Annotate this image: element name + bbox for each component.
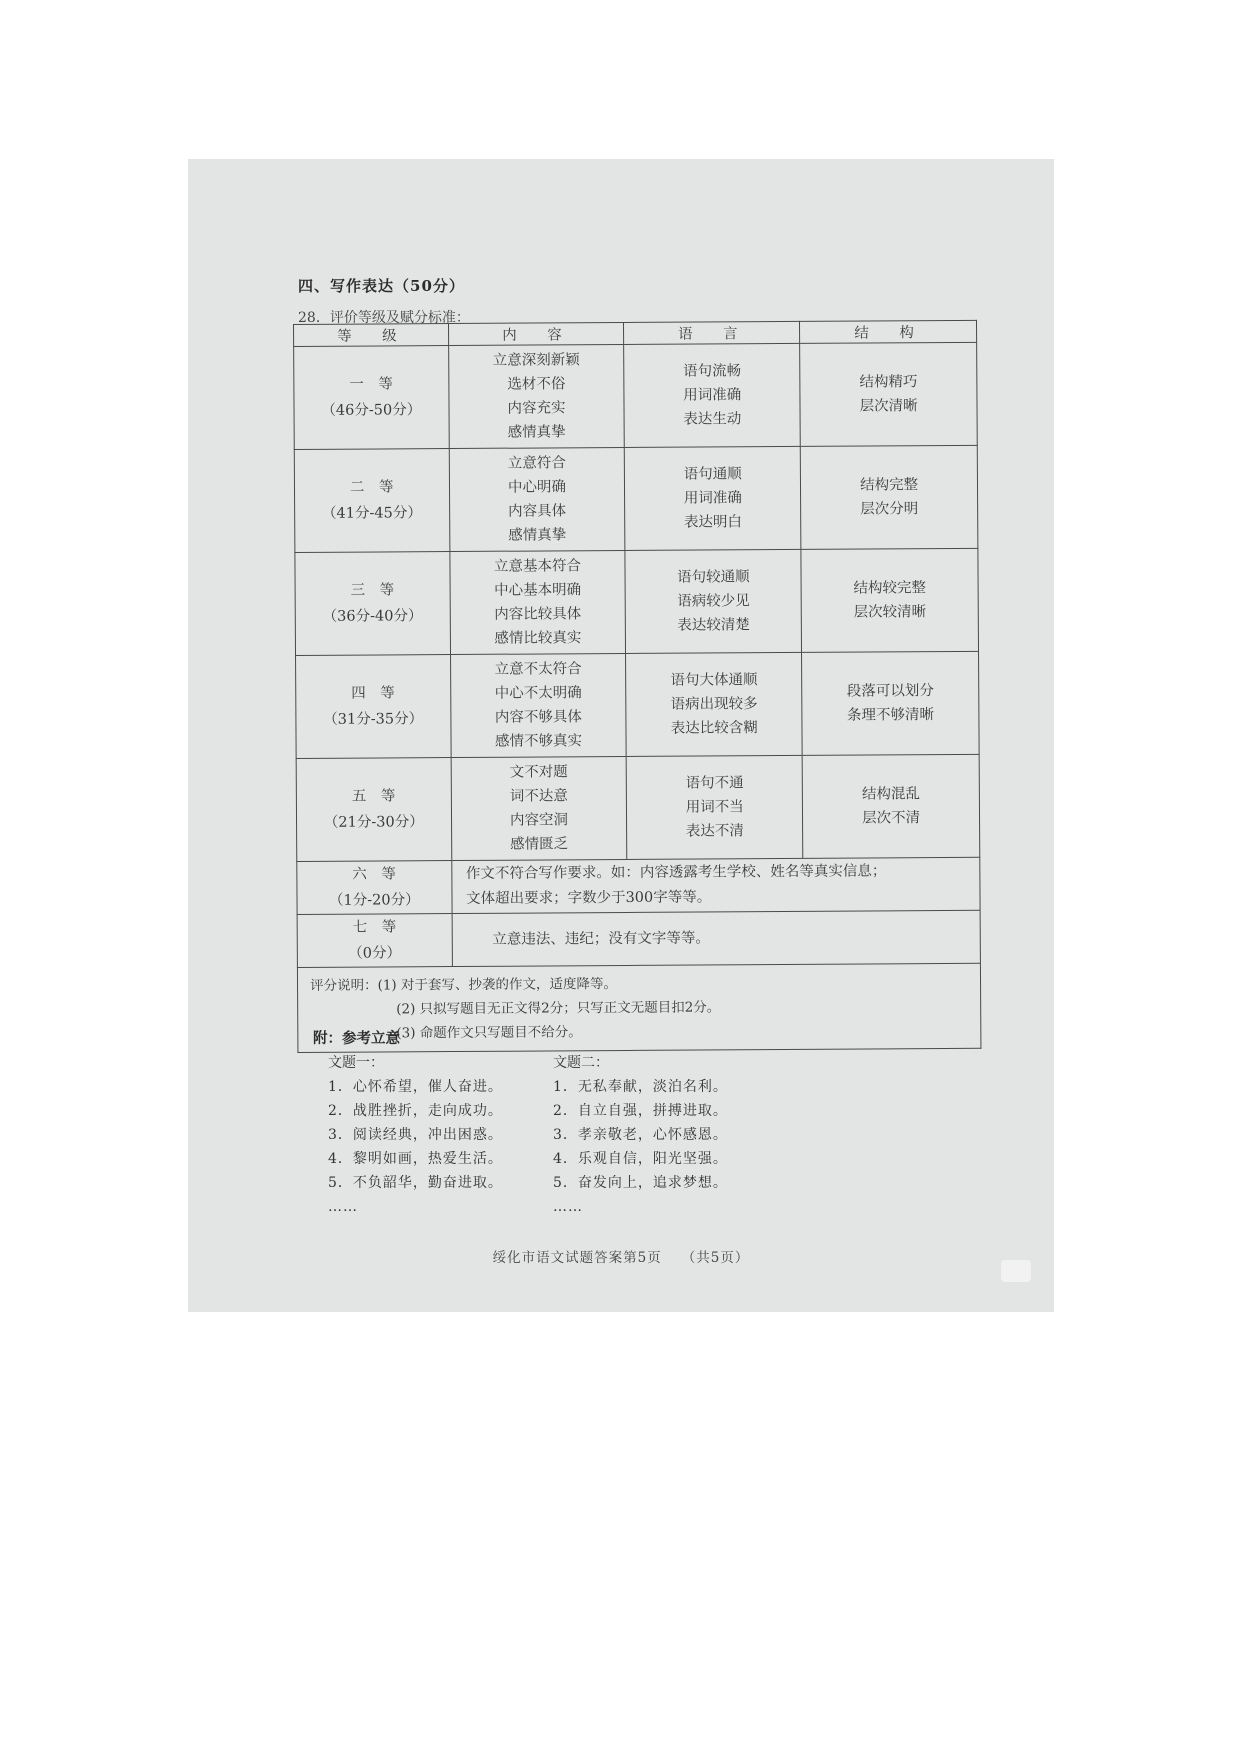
language-line: 语病出现较多 bbox=[670, 696, 758, 713]
list-item: …… bbox=[328, 1199, 358, 1215]
structure-line: 结构混乱 bbox=[861, 786, 921, 803]
content-line: 词不达意 bbox=[509, 788, 568, 805]
content-cell bbox=[448, 344, 624, 448]
content-line: 立意不太符合 bbox=[494, 661, 582, 678]
question-label: 28．评价等级及赋分标准： bbox=[298, 310, 470, 326]
content-cell bbox=[449, 550, 625, 654]
language-line: 语句通顺 bbox=[683, 466, 742, 483]
grade-score: （46分-50分） bbox=[321, 402, 422, 419]
footer-text: 绥化市语文试题答案第5页 bbox=[492, 1250, 662, 1266]
content-line: 立意基本符合 bbox=[493, 558, 581, 575]
structure-line: 结构完整 bbox=[860, 477, 919, 494]
grade-cell bbox=[297, 914, 452, 968]
content-line: 立意符合 bbox=[507, 455, 566, 472]
rubric-row-1 bbox=[294, 342, 978, 449]
header-content: 内 容 bbox=[448, 322, 624, 345]
language-line: 表达明白 bbox=[683, 514, 743, 531]
grade-cell bbox=[294, 449, 449, 553]
language-line: 语句流畅 bbox=[682, 363, 742, 380]
structure-cell bbox=[800, 342, 977, 446]
topic-two-list bbox=[553, 1075, 728, 1219]
content-line: 中心基本明确 bbox=[494, 582, 582, 599]
footer-total: （共5页） bbox=[681, 1250, 750, 1266]
topic-two-label: 文题二： bbox=[553, 1055, 609, 1071]
structure-line: 层次分明 bbox=[860, 501, 919, 518]
grade-cell bbox=[295, 552, 450, 656]
row6-line: 文体超出要求；字数少于300字等等。 bbox=[465, 889, 712, 907]
language-line: 表达生动 bbox=[683, 411, 742, 428]
list-item: 5．不负韶华，勤奋进取。 bbox=[328, 1175, 503, 1191]
list-item: 3．阅读经典，冲出困惑。 bbox=[328, 1127, 503, 1143]
structure-cell bbox=[800, 445, 977, 549]
list-item: 3．孝亲敬老，心怀感恩。 bbox=[553, 1127, 728, 1143]
grade-cell bbox=[297, 861, 452, 915]
grade-cell bbox=[294, 346, 449, 450]
list-item: 4．黎明如画，热爱生活。 bbox=[328, 1151, 503, 1167]
content-line: 感情匮乏 bbox=[510, 836, 569, 853]
grade-score: （41分-45分） bbox=[321, 505, 422, 522]
rubric-row-4 bbox=[296, 651, 980, 758]
header-grade: 等 级 bbox=[294, 324, 449, 347]
content-line: 内容比较具体 bbox=[494, 606, 582, 623]
grade-name: 一 等 bbox=[349, 376, 393, 393]
topic-one-label: 文题一： bbox=[328, 1055, 384, 1071]
row7-description: 立意违法、违纪；没有文字等等。 bbox=[452, 910, 981, 966]
content-line: 感情比较真实 bbox=[494, 630, 582, 647]
structure-line: 条理不够清晰 bbox=[846, 707, 935, 724]
structure-cell bbox=[801, 548, 978, 652]
structure-line: 层次清晰 bbox=[859, 398, 918, 415]
language-line: 用词准确 bbox=[683, 387, 742, 404]
list-item: 4．乐观自信，阳光坚强。 bbox=[553, 1151, 728, 1167]
language-line: 语病较少见 bbox=[677, 593, 750, 610]
page-footer bbox=[188, 1246, 1054, 1266]
topic-one bbox=[328, 1051, 503, 1219]
language-line: 表达较清楚 bbox=[677, 617, 750, 634]
glare-spot bbox=[1001, 1260, 1031, 1282]
content-line: 感情不够真实 bbox=[494, 733, 583, 750]
structure-line: 层次较清晰 bbox=[853, 604, 927, 621]
topic-one-list bbox=[328, 1075, 503, 1219]
section-title: 四、写作表达（50分） bbox=[298, 277, 465, 295]
list-item: 1．心怀希望，催人奋进。 bbox=[328, 1079, 503, 1095]
rubric-table bbox=[293, 320, 981, 1053]
note-line: (3) 命题作文只写题目不给分。 bbox=[396, 1024, 582, 1042]
content-line: 立意深刻新颖 bbox=[492, 352, 580, 369]
content-line: 内容不够具体 bbox=[494, 709, 582, 726]
grade-score: （0分） bbox=[348, 945, 402, 962]
grade-name: 五 等 bbox=[351, 788, 396, 805]
row6-description bbox=[451, 857, 980, 913]
content-line: 选材不俗 bbox=[507, 376, 566, 393]
structure-line: 结构较完整 bbox=[853, 580, 927, 597]
content-line: 内容空洞 bbox=[509, 812, 569, 829]
grade-score: （21分-30分） bbox=[323, 814, 424, 831]
rubric-row-2 bbox=[294, 445, 978, 552]
note-line: 评分说明：(1) 对于套写、抄袭的作文，适度降等。 bbox=[309, 976, 618, 994]
row6-line: 作文不符合写作要求。如：内容透露考生学校、姓名等真实信息； bbox=[465, 863, 887, 882]
grade-name: 三 等 bbox=[350, 582, 395, 599]
language-cell bbox=[624, 343, 800, 447]
content-line: 感情真挚 bbox=[507, 424, 566, 441]
header-structure: 结 构 bbox=[800, 320, 977, 343]
grade-name: 四 等 bbox=[351, 685, 395, 702]
content-cell bbox=[451, 756, 627, 860]
list-item: 2．自立自强，拼搏进取。 bbox=[553, 1103, 728, 1119]
content-line: 内容具体 bbox=[508, 503, 567, 520]
structure-line: 段落可以划分 bbox=[846, 683, 934, 700]
list-item: 1．无私奉献，淡泊名利。 bbox=[553, 1079, 728, 1095]
list-item: 5．奋发向上，追求梦想。 bbox=[553, 1175, 728, 1191]
structure-line: 结构精巧 bbox=[859, 374, 918, 391]
content-line: 文不对题 bbox=[509, 764, 568, 781]
topic-two bbox=[553, 1051, 728, 1219]
language-cell bbox=[626, 755, 802, 859]
scanned-page-photo bbox=[188, 159, 1054, 1312]
content-line: 中心不太明确 bbox=[494, 685, 582, 702]
list-item: …… bbox=[553, 1199, 583, 1215]
rubric-row-5 bbox=[296, 754, 980, 861]
grade-name: 二 等 bbox=[349, 479, 394, 496]
language-line: 用词准确 bbox=[683, 490, 742, 507]
page-content bbox=[188, 159, 1054, 1312]
content-line: 内容充实 bbox=[507, 400, 566, 417]
content-cell bbox=[449, 447, 625, 551]
language-line: 语句不通 bbox=[685, 775, 744, 792]
grade-cell bbox=[296, 758, 451, 862]
grade-name: 七 等 bbox=[352, 919, 397, 936]
content-line: 中心明确 bbox=[507, 479, 566, 496]
reference-title: 附：参考立意 bbox=[313, 1030, 400, 1047]
grade-score: （1分-20分） bbox=[328, 892, 420, 909]
note-line: (2) 只拟写题目无正文得2分；只写正文无题目扣2分。 bbox=[396, 999, 721, 1018]
language-line: 语句较通顺 bbox=[677, 569, 750, 586]
structure-cell bbox=[802, 754, 979, 858]
content-line: 感情真挚 bbox=[508, 527, 567, 544]
grade-cell bbox=[296, 655, 451, 759]
language-line: 用词不当 bbox=[685, 799, 744, 816]
language-line: 表达不清 bbox=[685, 823, 744, 840]
rubric-row-7 bbox=[297, 910, 980, 967]
language-line: 表达比较含糊 bbox=[670, 720, 758, 737]
language-line: 语句大体通顺 bbox=[670, 672, 758, 689]
content-cell bbox=[450, 653, 626, 757]
structure-line: 层次不清 bbox=[862, 810, 921, 827]
language-cell bbox=[625, 549, 801, 653]
grade-name: 六 等 bbox=[352, 866, 396, 883]
rubric-row-6 bbox=[297, 857, 980, 914]
language-cell bbox=[626, 652, 802, 756]
rubric-row-3 bbox=[295, 548, 979, 655]
language-cell bbox=[625, 446, 801, 550]
header-language: 语 言 bbox=[624, 321, 800, 344]
grade-score: （36分-40分） bbox=[322, 608, 423, 625]
grade-score: （31分-35分） bbox=[323, 711, 424, 728]
list-item: 2．战胜挫折，走向成功。 bbox=[328, 1103, 503, 1119]
structure-cell bbox=[802, 651, 979, 755]
